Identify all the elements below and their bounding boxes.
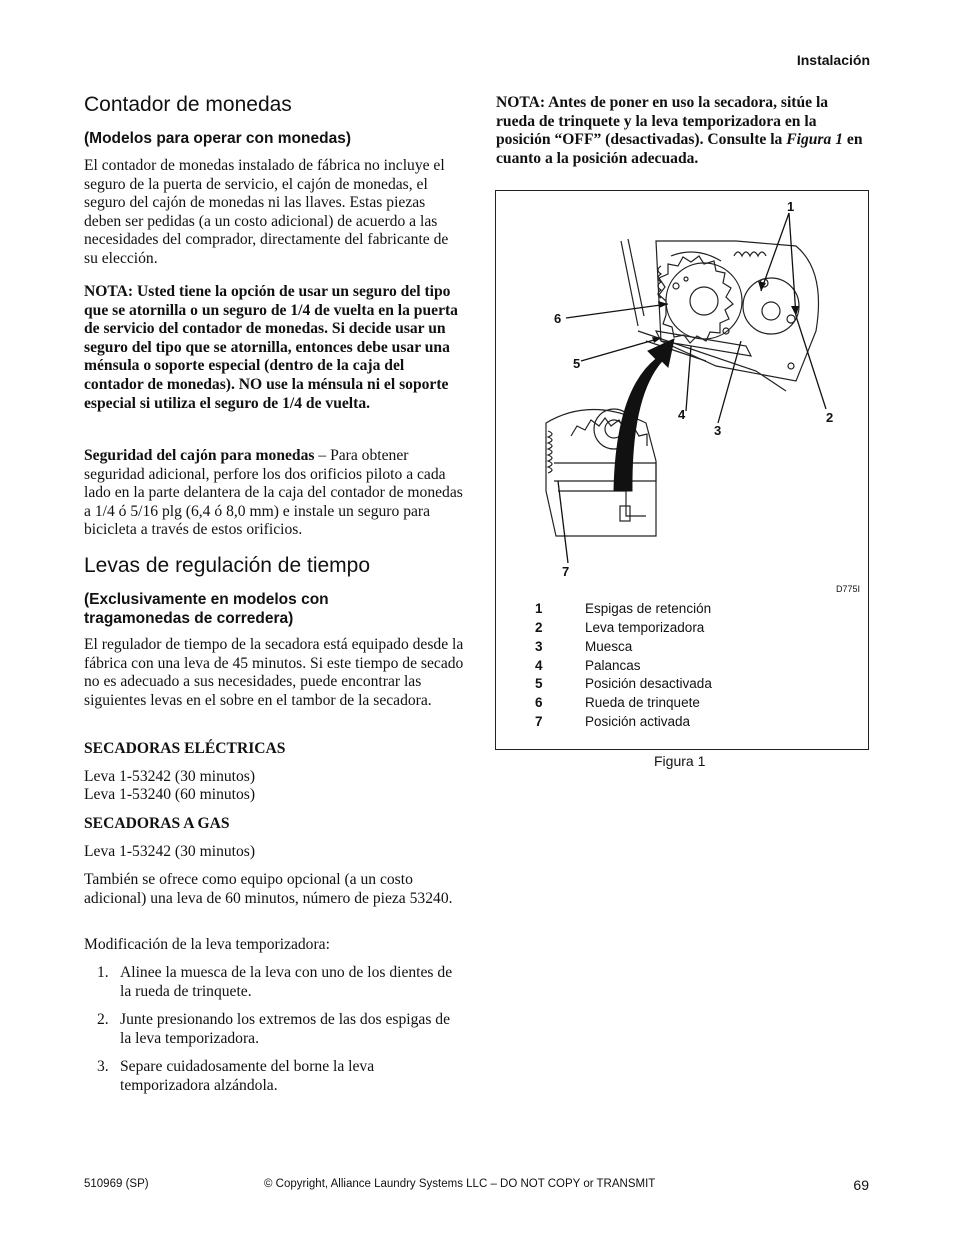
paragraph-coin-drawer-security	[84, 447, 464, 540]
running-header: Instalación	[796, 52, 870, 68]
step-number: 1.	[97, 964, 109, 981]
legend-number: 5	[535, 676, 543, 691]
legend-text: Muesca	[585, 639, 633, 654]
callout-6: 6	[554, 311, 562, 326]
legend-number: 6	[535, 695, 543, 710]
legend-text: Leva temporizadora	[585, 620, 705, 635]
figure-caption: Figura 1	[654, 753, 706, 769]
step-number: 2.	[97, 1011, 109, 1028]
legend-text: Palancas	[585, 658, 641, 673]
paragraph-cam-modification: Modificación de la leva temporizadora:	[84, 936, 330, 953]
section-title-timing-cams: Levas de regulación de tiempo	[84, 554, 371, 577]
gas-cam-30: Leva 1-53242 (30 minutos)	[84, 843, 256, 860]
note-text-a: NOTA: Antes de poner en uso la secadora, sitúe la rueda de trinquete y la leva temporizadora en la posición “OFF” (desactivadas). Consulte la	[496, 94, 829, 149]
step-number: 3.	[97, 1058, 109, 1075]
security-lead: Seguridad del cajón para monedas	[84, 447, 315, 464]
legend-text: Espigas de retención	[585, 601, 712, 616]
note-text-b: en cuanto a la posición adecuada.	[496, 131, 863, 167]
note-off-position	[496, 94, 868, 168]
list-item	[84, 1058, 464, 1095]
heading-gas-dryers: SECADORAS A GAS	[84, 815, 230, 832]
mechanism-illustration	[496, 191, 868, 591]
figure-legend	[535, 601, 835, 741]
subheading-coin-models: (Modelos para operar con monedas)	[84, 130, 351, 147]
list-item	[84, 1011, 464, 1058]
section-title-coin-counter: Contador de monedas	[84, 93, 292, 116]
paragraph-timer: El regulador de tiempo de la secadora está equipado desde la fábrica con una leva de 45 minutos. Si este tiempo de secado no es adecuado a sus necesidades, puede encontrar las siguientes levas en el sobre en el tambor de la secadora.	[84, 636, 464, 709]
paragraph-coin-counter: El contador de monedas instalado de fábrica no incluye el seguro de la puerta de servicio, el cajón de monedas, el seguro del cajón de monedas ni las llaves. Estas piezas deben ser pedidas (a un costo adicional) de acuerdo a las necesidades del comprador, directamente del fabricante de su elección.	[84, 157, 449, 267]
page-number: 69	[853, 1177, 869, 1193]
footer-doc-id: 510969 (SP)	[84, 1178, 149, 1190]
heading-electric-dryers: SECADORAS ELÉCTRICAS	[84, 740, 286, 757]
legend-text: Rueda de trinquete	[585, 695, 700, 710]
legend-number: 1	[535, 601, 543, 616]
subheading-slide-models: (Exclusivamente en modelos con tragamonedas de corredera)	[84, 591, 329, 627]
figure-box	[495, 190, 869, 750]
callout-2: 2	[826, 410, 834, 425]
figure-reference: Figura 1	[786, 131, 843, 149]
arrow-icon	[614, 339, 674, 491]
electric-cam-60: Leva 1-53240 (60 minutos)	[84, 786, 256, 803]
step-text: Alinee la muesca de la leva con uno de los dientes de la rueda de trinquete.	[120, 964, 453, 1000]
callout-3: 3	[714, 423, 722, 438]
security-text: – Para obtener seguridad adicional, perfore los dos orificios piloto a cada lado en la parte delantera de la caja del contador de monedas a 1/4 ó 5/16 plg (6,4 ó 8,0 mm) e instale un seguro para bicicleta a través de estos orificios.	[84, 447, 463, 539]
electric-cam-30: Leva 1-53242 (30 minutos)	[84, 768, 256, 785]
figure-code: D775I	[836, 584, 861, 594]
steps-list	[84, 964, 464, 1095]
footer-copyright: © Copyright, Alliance Laundry Systems LLC – DO NOT COPY or TRANSMIT	[264, 1178, 656, 1190]
legend-text: Posición activada	[585, 714, 691, 729]
legend-number: 4	[535, 658, 543, 673]
note-lock-option: NOTA: Usted tiene la opción de usar un seguro del tipo que se atornilla o un seguro de 1/4 de vuelta en la puerta de servicio del contador de monedas. Si decide usar un seguro del tipo que se atornilla, entonces debe usar una ménsula o soporte especial (dentro de la caja del contador de monedas). NO use la ménsula ni el soporte especial si utiliza el seguro de 1/4 de vuelta.	[84, 283, 458, 412]
legend-number: 3	[535, 639, 543, 654]
step-text: Separe cuidadosamente del borne la leva temporizadora alzándola.	[120, 1058, 375, 1094]
callout-4: 4	[678, 407, 686, 422]
legend-number: 7	[535, 714, 543, 729]
legend-number: 2	[535, 620, 543, 635]
step-text: Junte presionando los extremos de las dos espigas de la leva temporizadora.	[120, 1011, 451, 1047]
callout-7: 7	[562, 564, 570, 579]
callout-5: 5	[573, 356, 581, 371]
list-item	[84, 964, 464, 1011]
paragraph-optional-cam: También se ofrece como equipo opcional (a un costo adicional) una leva de 60 minutos, número de pieza 53240.	[84, 871, 453, 907]
callout-1: 1	[787, 199, 795, 214]
legend-text: Posición desactivada	[585, 676, 712, 691]
